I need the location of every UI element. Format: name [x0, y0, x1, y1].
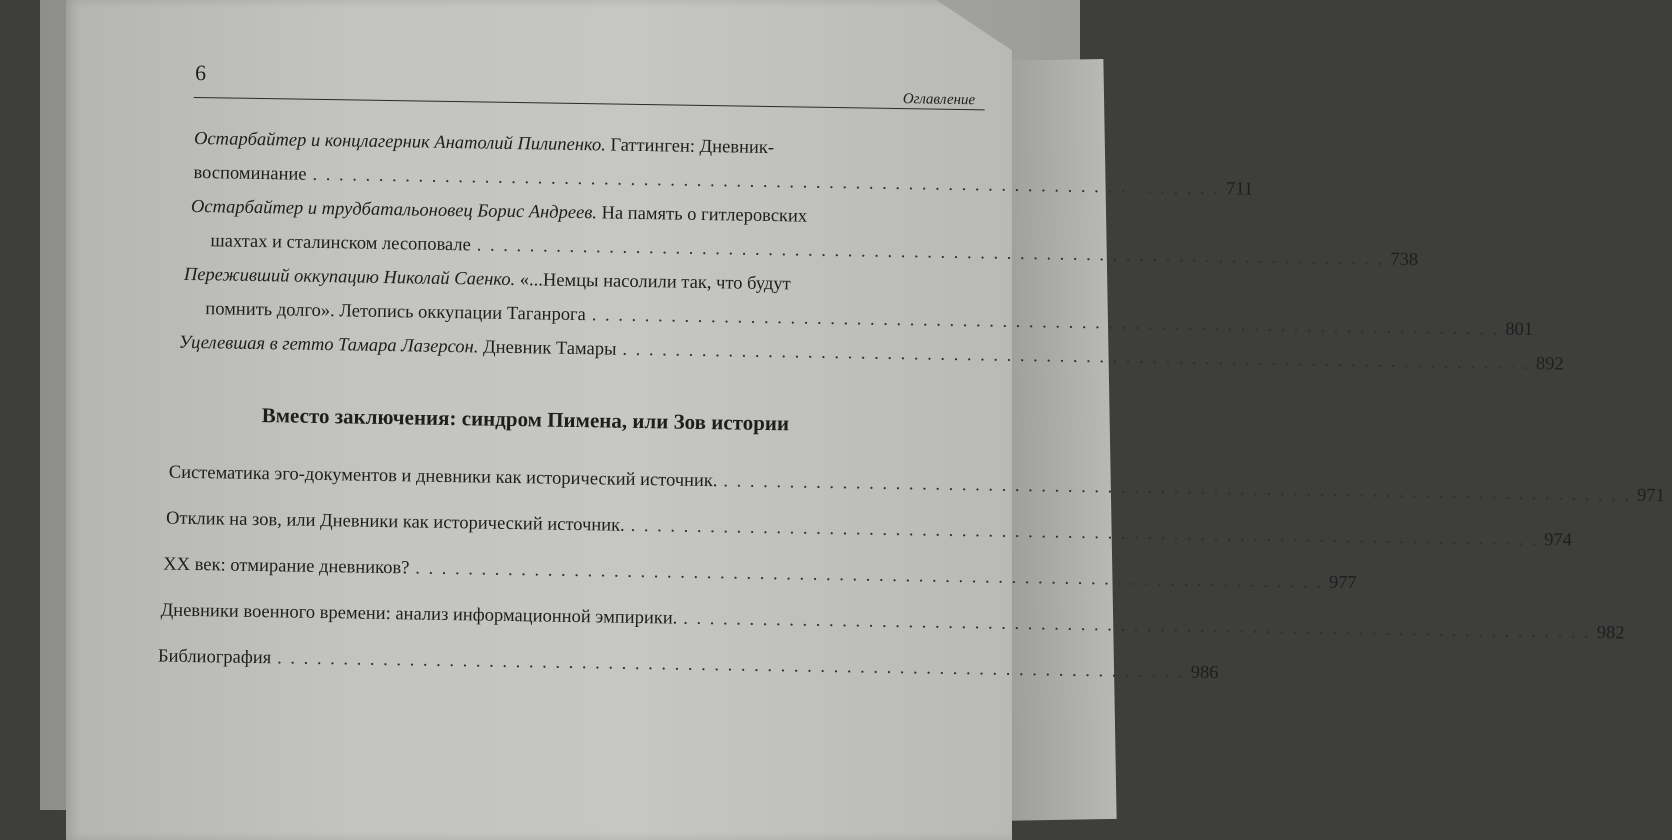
entry-title: Библиография [157, 646, 272, 669]
entry-title: Дневник Тамары [478, 337, 617, 360]
toc-entry [168, 456, 1665, 507]
entry-leader-line [160, 594, 1625, 644]
entry-title: Дневники военного времени: анализ информационной эмпирики. [160, 600, 678, 629]
entry-author: Остарбайтер и концлагерник Анатолий Пилипенко. [193, 128, 606, 156]
dot-leader: . . . . . . . . . . . . . . . . . . . . . . . . . . . . . . . . . . . . . . . . . . . . . . . . . . . . . . . . . . . . . . . . . . . . . [312, 164, 1221, 200]
entry-title-continued: шахтах и сталинском лесоповале [210, 231, 471, 256]
dot-leader: . . . . . . . . . . . . . . . . . . . . . . . . . . . . . . . . . . . . . . . . . . . . . . . . . . . . . . . . . . . . . . . . . . . . . [277, 648, 1185, 683]
entry-title: «...Немцы насолили так, что будут [515, 270, 791, 295]
toc-entry [163, 548, 1357, 594]
toc-entry [190, 190, 1419, 271]
toc-entry [160, 594, 1625, 644]
entry-page: 971 [1636, 485, 1665, 507]
entry-title: XX век: отмирание дневников? [163, 554, 410, 579]
toc-entry [193, 122, 1254, 202]
entry-leader-line [165, 502, 1573, 551]
entry-leader-line [163, 548, 1357, 594]
dot-leader: . . . . . . . . . . . . . . . . . . . . . . . . . . . . . . . . . . . . . . . . . . . . . . . . . . . . . . . . . . . . . . . . . . . . . [476, 235, 1385, 270]
entry-title-continued: воспоминание [193, 162, 307, 185]
dot-leader: . . . . . . . . . . . . . . . . . . . . . . . . . . . . . . . . . . . . . . . . . . . . . . . . . . . . . . . . . . . . . . . . . . . . . [683, 608, 1591, 643]
entry-page: 892 [1535, 354, 1564, 375]
entry-title: Гаттинген: Дневник- [605, 135, 775, 159]
page-number: 6 [194, 59, 207, 86]
entry-leader-line [168, 456, 1665, 507]
entry-title: На память о гитлеровских [596, 203, 808, 227]
entry-first-line [179, 326, 617, 367]
entry-author: Остарбайтер и трудбатальоновец Борис Андреев. [190, 196, 598, 224]
entry-page: 711 [1225, 179, 1254, 200]
entry-leader-line [157, 639, 1219, 685]
entry-page: 974 [1544, 530, 1573, 551]
entry-page: 801 [1505, 319, 1534, 341]
header-rule [194, 97, 985, 110]
running-head: Оглавление [902, 91, 976, 109]
entry-author: Переживший оккупацию Николай Саенко. [183, 264, 516, 291]
entry-page: 986 [1190, 662, 1219, 684]
toc-entry [157, 639, 1219, 685]
dot-leader: . . . . . . . . . . . . . . . . . . . . . . . . . . . . . . . . . . . . . . . . . . . . . . . . . . . . . . . . . . . . . . . . . . . . . [415, 558, 1324, 593]
entry-page: 977 [1328, 572, 1357, 594]
entry-title: Систематика эго-документов и дневники как исторический источник. [168, 462, 718, 492]
entry-page: 738 [1390, 249, 1419, 271]
entry-page: 982 [1596, 623, 1625, 644]
dot-leader: . . . . . . . . . . . . . . . . . . . . . . . . . . . . . . . . . . . . . . . . . . . . . . . . . . . . . . . . . . . . . . . . . . . . . [622, 339, 1531, 374]
dot-leader: . . . . . . . . . . . . . . . . . . . . . . . . . . . . . . . . . . . . . . . . . . . . . . . . . . . . . . . . . . . . . . . . . . . . . [630, 515, 1539, 551]
entry-author: Уцелевшая в гетто Тамара Лазерсон. [178, 332, 479, 358]
entry-title-continued: помнить долго». Летопись оккупации Таганрога [205, 299, 586, 326]
entry-title: Отклик на зов, или Дневники как исторический источник. [165, 508, 625, 536]
section-title: Вместо заключения: синдром Пимена, или Зов истории [261, 403, 790, 436]
dot-leader: . . . . . . . . . . . . . . . . . . . . . . . . . . . . . . . . . . . . . . . . . . . . . . . . . . . . . . . . . . . . . . . . . . . . . [591, 305, 1500, 340]
toc-entry [165, 502, 1573, 551]
dot-leader: . . . . . . . . . . . . . . . . . . . . . . . . . . . . . . . . . . . . . . . . . . . . . . . . . . . . . . . . . . . . . . . . . . . . . [723, 471, 1632, 506]
